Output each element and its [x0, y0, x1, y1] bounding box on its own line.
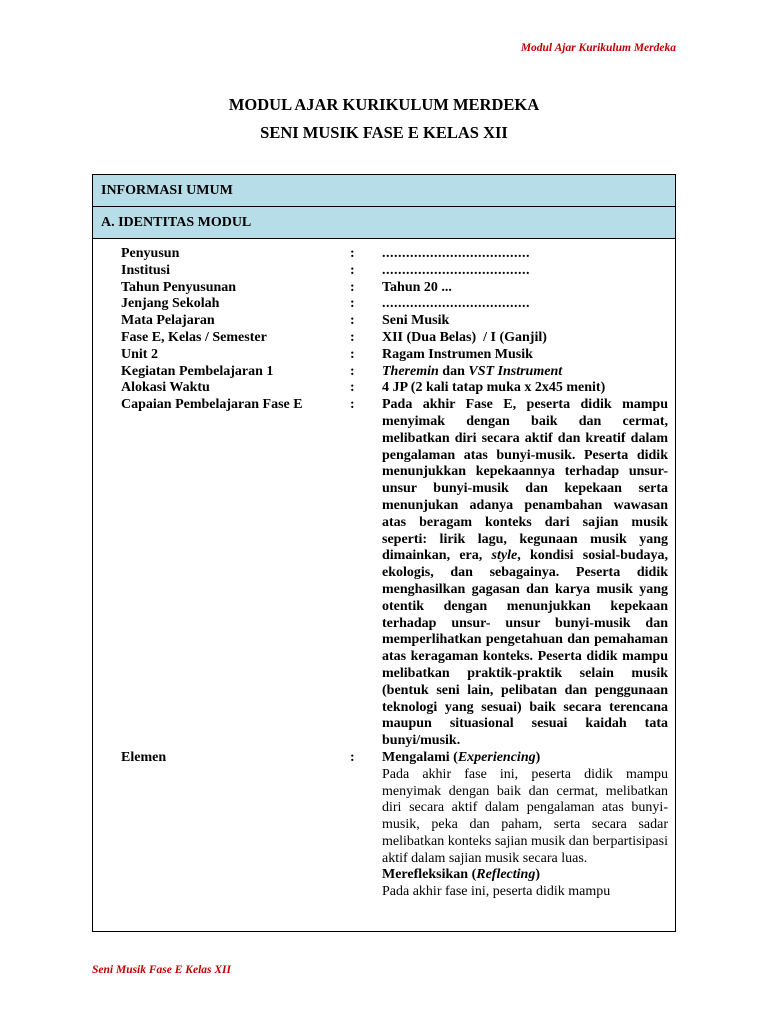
field-row-capaian: [93, 397, 675, 750]
heading-text: Mengalami (: [382, 749, 458, 765]
field-value: Tahun 20 ...: [382, 279, 452, 295]
module-info-table: [92, 174, 676, 932]
heading-text: ): [535, 749, 541, 765]
capaian-text: Pada akhir Fase E, peserta didik mampu menyimak dengan baik dan cermat, melibatkan diri secara aktif dan kreatif dalam pengalaman atas bunyi-musik. Peserta didik menunjukkan kepekaannya terhadap unsur-unsur bunyi-musik dan kepekaan serta menunjukan adanya penambahan wawasan atas beragam konteks dari sajian musik seperti: lirik lagu, kegunaan musik yang dimainkan, era,: [382, 397, 668, 564]
document-subtitle: SENI MUSIK FASE E KELAS XII: [260, 123, 508, 142]
heading-text: ): [535, 867, 541, 883]
field-colon: :: [350, 380, 355, 396]
field-label: Capaian Pembelajaran Fase E: [121, 397, 303, 413]
field-value: Ragam Instrumen Musik: [382, 346, 533, 362]
field-colon: :: [350, 262, 355, 278]
field-colon: :: [350, 749, 355, 765]
field-value: .....................................: [382, 296, 530, 312]
document-title: MODUL AJAR KURIKULUM MERDEKA: [228, 95, 540, 114]
heading-italic: Experiencing: [457, 749, 536, 765]
heading-text: Merefleksikan (: [382, 867, 477, 883]
field-label: Elemen: [121, 749, 167, 765]
field-colon: :: [350, 397, 355, 413]
field-value: .....................................: [382, 246, 530, 261]
field-label: Institusi: [121, 262, 171, 278]
element-experiencing-text: Pada akhir fase ini, peserta didik mampu menyimak dengan baik dan cermat, melibatkan diri secara aktif dalam pengalaman atas bunyi- musik, peka dan paham, serta secara sadar melibatkan konteks sajian musik dan berpartisipasi aktif dalam sajian musik secara luas.: [382, 766, 668, 866]
element-reflecting-title: [382, 867, 668, 884]
field-row-elemen: [93, 750, 675, 901]
field-colon: :: [350, 313, 355, 329]
field-label: Unit 2: [121, 346, 158, 362]
field-row-tahun: [93, 280, 675, 297]
field-colon: :: [350, 346, 355, 362]
section-general-info: INFORMASI UMUM: [93, 175, 675, 207]
field-row-alokasi: [93, 380, 675, 397]
field-label: Mata Pelajaran: [121, 313, 215, 329]
field-value: [382, 397, 668, 750]
field-value: 4 JP (2 kali tatap muka x 2x45 menit): [382, 380, 606, 396]
field-value: [382, 750, 668, 901]
field-value-italic: VST Instrument: [468, 363, 563, 379]
field-label: Penyusun: [121, 246, 180, 261]
field-value-italic: Theremin: [382, 363, 439, 379]
field-label: Fase E, Kelas / Semester: [121, 329, 267, 345]
field-row-jenjang: [93, 296, 675, 313]
field-row-penyusun: [93, 246, 675, 263]
section-module-identity: A. IDENTITAS MODUL: [93, 207, 675, 239]
field-label: Tahun Penyusunan: [121, 279, 237, 295]
field-colon: :: [350, 296, 355, 312]
field-row-kegiatan: [93, 364, 675, 381]
field-row-unit: [93, 347, 675, 364]
field-row-institusi: [93, 263, 675, 280]
heading-italic: Reflecting: [476, 867, 536, 883]
field-label: Jenjang Sekolah: [121, 296, 220, 312]
capaian-text-italic: style: [491, 548, 518, 564]
element-reflecting-text: Pada akhir fase ini, peserta didik mampu: [382, 884, 611, 900]
identity-fields: [93, 239, 675, 901]
field-label: Kegiatan Pembelajaran 1: [121, 363, 274, 379]
capaian-text: , kondisi sosial-budaya, ekologis, dan sebagainya. Peserta didik menghasilkan gagasan dan karya musik yang otentik dengan menunjukkan kepekaan terhadap unsur- unsur bunyi-musik dan memperlihatkan pengetahuan dan pemahaman atas keragaman konteks. Peserta didik mampu melibatkan praktik-praktik selain musik (bentuk seni lain, pelibatan dan penggunaan teknologi yang sesuai) baik secara terencana maupun situasional sesuai kaidah tata bunyi/musik.: [382, 548, 668, 749]
field-row-fase: [93, 330, 675, 347]
field-row-mapel: [93, 313, 675, 330]
element-experiencing-title: [382, 750, 668, 767]
field-colon: :: [350, 363, 355, 379]
field-value: .....................................: [382, 262, 530, 278]
field-value-text: dan: [438, 363, 469, 379]
running-footer: Seni Musik Fase E Kelas XII: [92, 964, 231, 976]
field-value: XII (Dua Belas) / I (Ganjil): [382, 329, 547, 345]
field-value: [382, 364, 668, 381]
field-colon: :: [350, 329, 355, 345]
field-value: Seni Musik: [382, 313, 450, 329]
field-colon: :: [350, 279, 355, 295]
running-header: Modul Ajar Kurikulum Merdeka: [520, 42, 676, 54]
field-colon: :: [350, 246, 355, 261]
field-label: Alokasi Waktu: [121, 380, 210, 396]
